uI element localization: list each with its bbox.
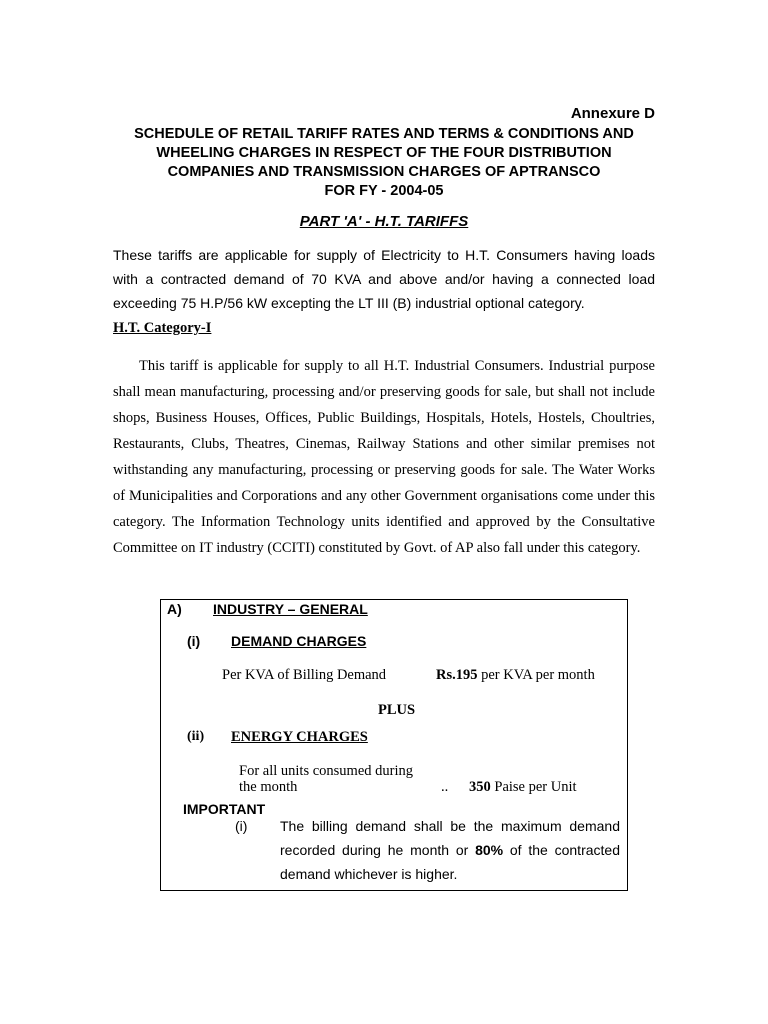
intro-paragraph: These tariffs are applicable for supply of Electricity to H.T. Consumers having loads with a contracted demand of 70 KVA and above and/or having a connected load exceeding 75 H.P/56 kW excepting the LT III (B) industrial optional category. <box>113 247 655 311</box>
demand-rate-value: Rs.195 <box>436 667 478 683</box>
energy-charges-heading: ENERGY CHARGES <box>231 729 368 745</box>
demand-charges-heading: DEMAND CHARGES <box>231 633 367 649</box>
title-line: SCHEDULE OF RETAIL TARIFF RATES AND TERMS & CONDITIONS AND <box>134 126 634 142</box>
demand-rate-unit: per KVA per month <box>477 667 595 683</box>
energy-label-line2: the month <box>239 779 298 795</box>
energy-number: (ii) <box>187 729 205 744</box>
demand-number: (i) <box>187 633 201 649</box>
important-text-start: The billing demand shall be the maximum demand recorded during he month or <box>280 818 620 858</box>
demand-label: Per KVA of Billing Demand <box>222 667 387 683</box>
energy-rate-value: 350 <box>469 779 491 795</box>
energy-label-line1: For all units consumed during <box>239 763 413 779</box>
important-text-end: of the contracted demand whichever is higher. <box>280 842 620 882</box>
demand-rate <box>436 667 595 684</box>
important-text <box>280 814 620 886</box>
plus-label: PLUS <box>378 702 416 718</box>
section-title: INDUSTRY – GENERAL <box>213 601 368 617</box>
document-title <box>100 125 668 201</box>
title-line: WHEELING CHARGES IN RESPECT OF THE FOUR DISTRIBUTION <box>156 145 612 161</box>
energy-rate <box>469 779 577 796</box>
category-paragraph: This tariff is applicable for supply to all H.T. Industrial Consumers. Industrial purpose shall mean manufacturing, processing and/or preserving goods for sale, but shall not include shops, Business Houses, Offices, Public Buildings, Hospitals, Hotels, Hostels, Choultries, Restaurants, Clubs, Theatres, Cinemas, Railway Stations and other similar premises not withstanding any manufacturing, processing or preserving goods for sale. The Water Works of Municipalities and Corporations and any other Government organisations come under this category. The Information Technology units identified and approved by the Consultative Committee on IT industry (CCITI) constituted by Govt. of AP also fall under this category. <box>113 358 655 556</box>
title-line: FOR FY - 2004-05 <box>324 183 444 199</box>
important-heading: IMPORTANT <box>183 801 266 817</box>
section-label: A) <box>167 601 182 617</box>
tariff-box <box>160 599 628 891</box>
part-heading: PART 'A' - H.T. TARIFFS <box>299 213 469 230</box>
title-line: COMPANIES AND TRANSMISSION CHARGES OF APTRANSCO <box>167 164 601 180</box>
category-heading: H.T. Category-I <box>113 320 212 336</box>
energy-dots: .. <box>441 779 449 795</box>
important-percent: 80% <box>475 842 504 858</box>
energy-rate-unit: Paise per Unit <box>490 779 577 795</box>
important-number: (i) <box>235 818 248 834</box>
annexure-label: Annexure D <box>570 105 655 122</box>
